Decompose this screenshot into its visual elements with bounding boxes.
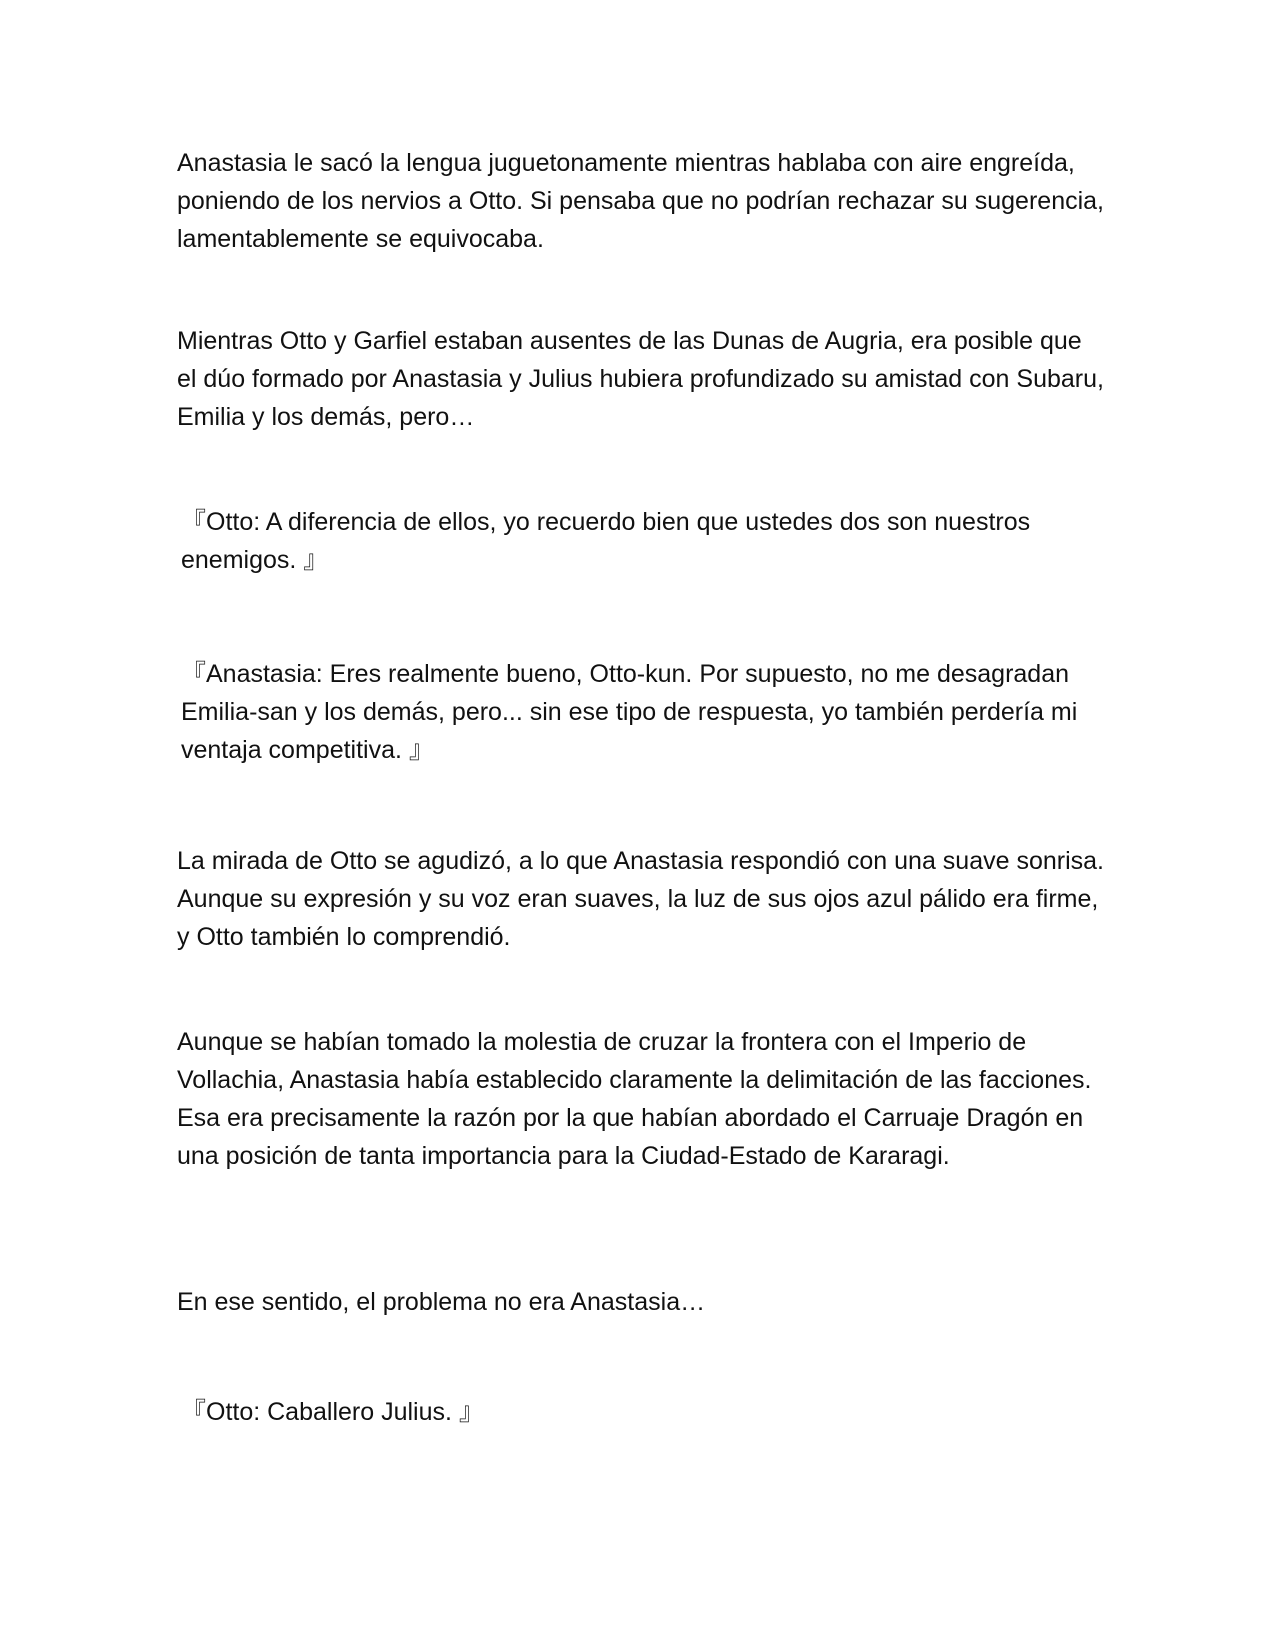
paragraph-3: La mirada de Otto se agudizó, a lo que Anastasia respondió con una suave sonrisa. Aunque su expresión y su voz eran suaves, la luz de sus ojos azul pálido era firme, y Otto también lo comprendió. — [177, 847, 1104, 951]
paragraph-5: En ese sentido, el problema no era Anastasia… — [177, 1288, 706, 1316]
paragraph-1: Anastasia le sacó la lengua juguetonamente mientras hablaba con aire engreída, poniendo de los nervios a Otto. Si pensaba que no podrían rechazar su sugerencia, lamentablemente se equivocaba. — [177, 149, 1105, 253]
dialogue-otto-2: 『Otto: Caballero Julius. 』 — [181, 1398, 484, 1426]
paragraph-4: Aunque se habían tomado la molestia de cruzar la frontera con el Imperio de Vollachia, Anastasia había establecido claramente la delimitación de las facciones. Esa era precisamente la razón por la que habían abordado el Carruaje Dragón en una posición de tanta importancia para la Ciudad-Estado de Kararagi. — [177, 1028, 1092, 1170]
dialogue-anastasia: 『Anastasia: Eres realmente bueno, Otto-kun. Por supuesto, no me desagradan Emilia-san y los demás, pero... sin ese tipo de respuesta, yo también perdería mi ventaja competitiva. 』 — [181, 660, 1078, 764]
paragraph-2: Mientras Otto y Garfiel estaban ausentes de las Dunas de Augria, era posible que el dúo formado por Anastasia y Julius hubiera profundizado su amistad con Subaru, Emilia y los demás, pero… — [177, 327, 1104, 431]
dialogue-otto-1: 『Otto: A diferencia de ellos, yo recuerdo bien que ustedes dos son nuestros enemigos. 』 — [181, 508, 1031, 574]
